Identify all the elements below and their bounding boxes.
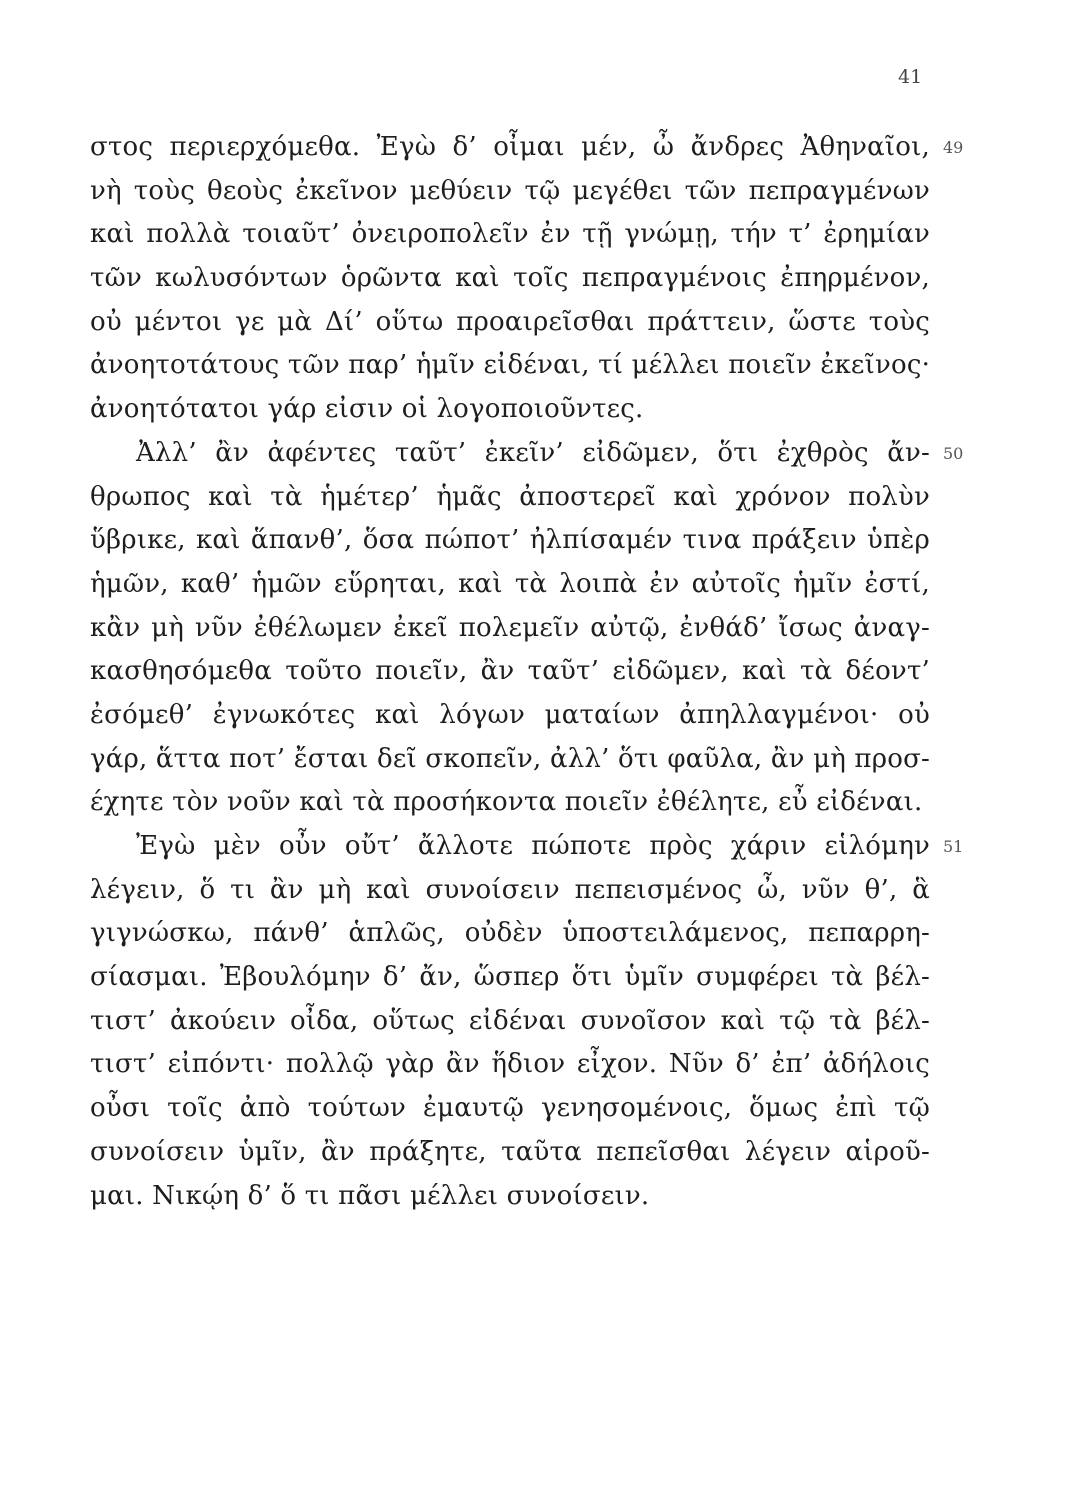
text-line: νὴ τοὺς θεοὺς ἐκεῖνον μεθύειν τῷ μεγέθει τῶν πεπραγμένων	[90, 175, 930, 206]
text-line: μαι. Νικῴη δ’ ὅ τι πᾶσι μέλλει συνοίσειν.	[90, 1180, 650, 1211]
margin-section-number: 51	[943, 837, 964, 857]
text-line: γάρ, ἅττα ποτ’ ἔσται δεῖ σκοπεῖν, ἀλλ’ ὅτι φαῦλα, ἂν μὴ προσ-	[90, 743, 930, 774]
text-line: κασθησόμεθα τοῦτο ποιεῖν, ἂν ταῦτ’ εἰδῶμεν, καὶ τὰ δέοντ’	[90, 656, 930, 687]
text-line: τιστ’ ἀκούειν οἶδα, οὕτως εἰδέναι συνοῖσον καὶ τῷ τὰ βέλ-	[90, 1005, 930, 1036]
text-line: έχητε τὸν νοῦν καὶ τὰ προσήκοντα ποιεῖν ἐθέλητε, εὖ εἰδέναι.	[90, 787, 923, 818]
text-line: λέγειν, ὅ τι ἂν μὴ καὶ συνοίσειν πεπεισμένος ὦ, νῦν θ’, ἃ	[90, 874, 930, 905]
text-line: Ἀλλ’ ἂν ἀφέντες ταῦτ’ ἐκεῖν’ εἰδῶμεν, ὅτι ἐχθρὸς ἄν-	[136, 437, 930, 468]
margin-section-number: 50	[943, 443, 964, 463]
text-line: σίασμαι. Ἐβουλόμην δ’ ἄν, ὥσπερ ὅτι ὑμῖν συμφέρει τὰ βέλ-	[90, 962, 930, 993]
text-line: γιγνώσκω, πάνθ’ ἁπλῶς, οὐδὲν ὑποστειλάμενος, πεπαρρη-	[90, 918, 930, 949]
text-line: ἐσόμεθ’ ἐγνωκότες καὶ λόγων ματαίων ἀπηλλαγμένοι· οὐ	[90, 699, 930, 730]
text-line: οὐ μέντοι γε μὰ Δί’ οὕτω προαιρεῖσθαι πράττειν, ὥστε τοὺς	[90, 306, 930, 337]
text-line: θρωπος καὶ τὰ ἡμέτερ’ ἡμᾶς ἀποστερεῖ καὶ χρόνον πολὺν	[90, 481, 930, 512]
text-line: οὖσι τοῖς ἀπὸ τούτων ἐμαυτῷ γενησομένοις, ὅμως ἐπὶ τῷ	[90, 1093, 930, 1124]
margin-section-number: 49	[943, 138, 964, 157]
text-line: ἀνοητοτάτους τῶν παρ’ ἡμῖν εἰδέναι, τί μέλλει ποιεῖν ἐκεῖνος·	[90, 350, 931, 381]
text-line: κἂν μὴ νῦν ἐθέλωμεν ἐκεῖ πολεμεῖν αὐτῷ, ἐνθάδ’ ἴσως ἀναγ-	[90, 612, 930, 643]
text-line: ἡμῶν, καθ’ ἡμῶν εὕρηται, καὶ τὰ λοιπὰ ἐν αὐτοῖς ἡμῖν ἐστί,	[90, 568, 930, 599]
text-line: τιστ’ εἰπόντι· πολλῷ γὰρ ἂν ἥδιον εἶχον. Νῦν δ’ ἐπ’ ἀδήλοις	[90, 1049, 930, 1080]
text-line: καὶ πολλὰ τοιαῦτ’ ὀνειροπολεῖν ἐν τῇ γνώμῃ, τήν τ’ ἐρημίαν	[90, 219, 930, 250]
body-text	[90, 126, 930, 1218]
text-line: Ἐγὼ μὲν οὖν οὔτ’ ἄλλοτε πώποτε πρὸς χάριν εἱλόμην	[136, 831, 930, 861]
text-line: τῶν κωλυσόντων ὁρῶντα καὶ τοῖς πεπραγμένοις ἐπηρμένον,	[90, 263, 930, 294]
text-line: συνοίσειν ὑμῖν, ἂν πράξητε, ταῦτα πεπεῖσθαι λέγειν αἱροῦ-	[90, 1136, 930, 1167]
page-number: 41	[898, 66, 923, 88]
text-line: στος περιερχόμεθα. Ἐγὼ δ’ οἶμαι μέν, ὦ ἄνδρες Ἀθηναῖοι,	[90, 132, 930, 162]
text-line: ὕβρικε, καὶ ἅπανθ’, ὅσα πώποτ’ ἠλπίσαμέν τινα πράξειν ὑπὲρ	[90, 525, 930, 556]
text-line: ἀνοητότατοι γάρ εἰσιν οἱ λογοποιοῦντες.	[90, 394, 644, 425]
